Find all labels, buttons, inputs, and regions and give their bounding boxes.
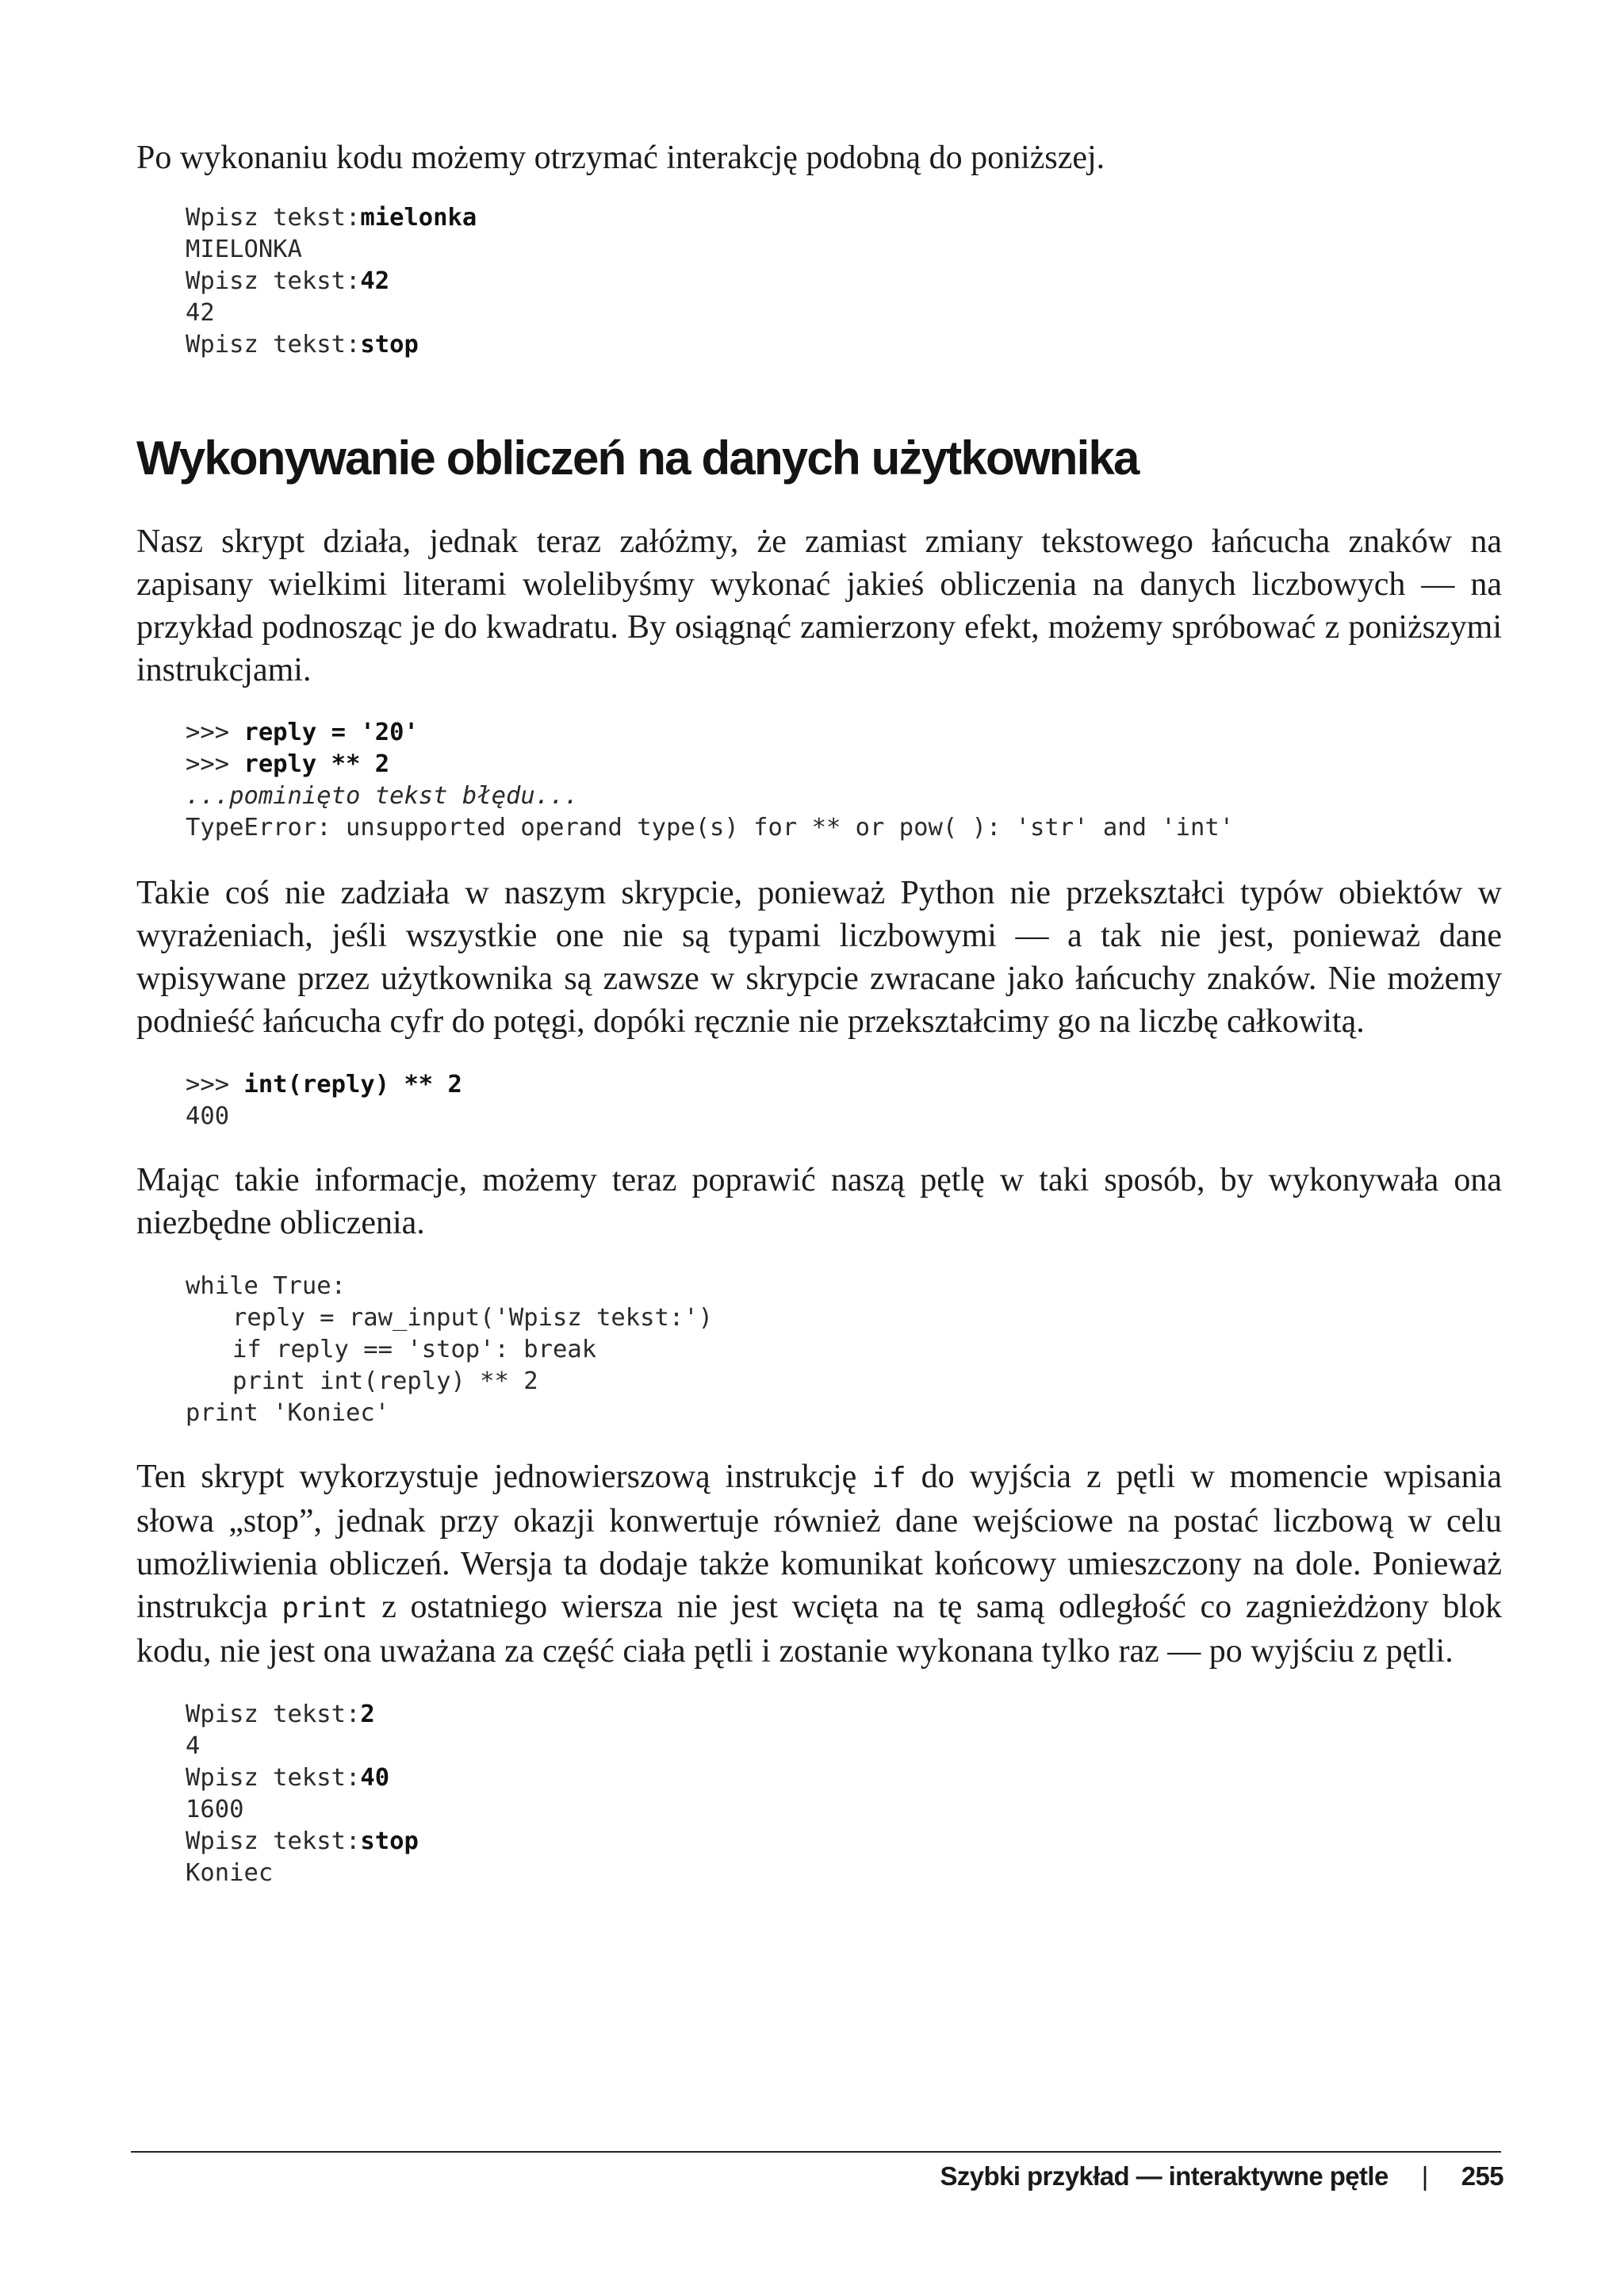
user-input-text: 40	[360, 1764, 390, 1792]
running-title: Szybki przykład — interaktywne pętle	[940, 2161, 1388, 2191]
error-text: TypeError: unsupported operand type(s) for ** or pow( ): 'str' and 'int'	[186, 814, 1235, 842]
paragraph-3: Mając takie informacje, możemy teraz poprawić naszą pętlę w taki sposób, by wykonywała ona niezbędne obliczenia.	[136, 1162, 1502, 1241]
prompt-text: Wpisz tekst:	[186, 1827, 361, 1855]
prompt-text: Wpisz tekst:	[186, 267, 361, 295]
prompt-text: >>>	[186, 750, 244, 778]
user-input-text: reply = '20'	[243, 719, 419, 746]
user-input-text: stop	[360, 1827, 419, 1855]
page-footer	[940, 2161, 1503, 2192]
output-text: MIELONKA	[186, 236, 302, 263]
page-content	[136, 136, 1502, 1889]
interactive-code-2	[186, 1069, 1502, 1133]
prompt-text: >>>	[186, 719, 244, 746]
prompt-text: Wpisz tekst:	[186, 204, 361, 232]
code-line: print 'Koniec'	[186, 1399, 390, 1427]
code-line	[186, 1069, 1502, 1101]
code-line	[186, 717, 1502, 749]
user-input-text: int(reply) ** 2	[243, 1071, 462, 1099]
code-line	[186, 749, 1502, 780]
code-text: if reply == 'stop': break	[232, 1336, 597, 1363]
code-line	[186, 202, 1502, 234]
prompt-text: Wpisz tekst:	[186, 1701, 361, 1728]
paragraph-2: Takie coś nie zadziała w naszym skrypcie, ponieważ Python nie przekształci typów obiektów w wyrażeniach, jeśli wszystkie one nie są typami liczbowymi — a tak nie jest, ponieważ dane wpisywane przez użytkownika są zawsze w skrypcie zwracane jako łańcuchy znaków. Nie możemy podnieść łańcucha cyfr do potęgi, dopóki ręcznie nie przekształcimy go na liczbę całkowitą.	[136, 875, 1502, 1040]
code-line	[186, 1762, 1502, 1794]
paragraph-text: z ostatniego wiersza nie jest wcięta na tę samą odległość co zagnieżdżony blok kodu, nie jest ona uważana za część ciała pętli i zostanie wykonana tylko raz — po wyjściu z pętli.	[136, 1589, 1503, 1670]
paragraph-4	[136, 1455, 1502, 1673]
code-line	[186, 1334, 1502, 1366]
omitted-note: ...pominięto tekst błędu...	[186, 782, 579, 810]
user-input-text: 42	[360, 267, 390, 295]
footer-rule	[131, 2151, 1501, 2153]
session-output-1	[186, 202, 1502, 361]
code-line	[186, 1699, 1502, 1731]
footer-separator: |	[1421, 2161, 1428, 2191]
prompt-text: Wpisz tekst:	[186, 331, 361, 359]
code-line	[186, 266, 1502, 297]
code-line: while True:	[186, 1272, 346, 1300]
user-input-text: reply ** 2	[243, 750, 390, 778]
intro-paragraph: Po wykonaniu kodu możemy otrzymać interakcję podobną do poniższej.	[136, 140, 1105, 176]
output-text: 42	[186, 299, 215, 327]
output-text: Koniec	[186, 1859, 274, 1887]
user-input-text: 2	[360, 1701, 375, 1728]
section-heading: Wykonywanie obliczeń na danych użytkownika	[136, 431, 1139, 485]
prompt-text: >>>	[186, 1071, 244, 1099]
session-output-2	[186, 1699, 1502, 1889]
inline-code-print: print	[282, 1592, 368, 1624]
user-input-text: mielonka	[360, 204, 477, 232]
code-line	[186, 1302, 1502, 1334]
user-input-text: stop	[360, 331, 419, 359]
prompt-text: Wpisz tekst:	[186, 1764, 361, 1792]
paragraph-text: do wyjścia z pętli w momencie wpisania słowa „stop”, jednak przy okazji konwertuje również dane wejściowe na postać liczbową w celu umożliwienia obliczeń. Wersja ta dodaje także komunikat końcowy umieszczony na dole. Ponieważ instrukcja	[136, 1459, 1502, 1625]
code-line	[186, 1826, 1502, 1858]
paragraph-text: Ten skrypt wykorzystuje jednowierszową instrukcję	[136, 1459, 872, 1495]
interactive-code-1	[186, 717, 1502, 844]
output-text: 1600	[186, 1796, 244, 1823]
paragraph-1: Nasz skrypt działa, jednak teraz załóżmy, że zamiast zmiany tekstowego łańcucha znaków na zapisany wielkimi literami wolelibyśmy wykonać jakieś obliczenia na danych liczbowych — na przykład podnosząc je do kwadratu. By osiągnąć zamierzony efekt, możemy spróbować z poniższymi instrukcjami.	[136, 523, 1502, 688]
script-code	[186, 1271, 1502, 1429]
output-text: 4	[186, 1732, 201, 1760]
code-text: reply = raw_input('Wpisz tekst:')	[232, 1304, 713, 1332]
output-text: 400	[186, 1102, 230, 1130]
code-text: print int(reply) ** 2	[232, 1367, 538, 1395]
inline-code-if: if	[871, 1462, 906, 1494]
code-line	[186, 329, 1502, 361]
page-number: 255	[1461, 2161, 1503, 2191]
code-line	[186, 1366, 1502, 1398]
